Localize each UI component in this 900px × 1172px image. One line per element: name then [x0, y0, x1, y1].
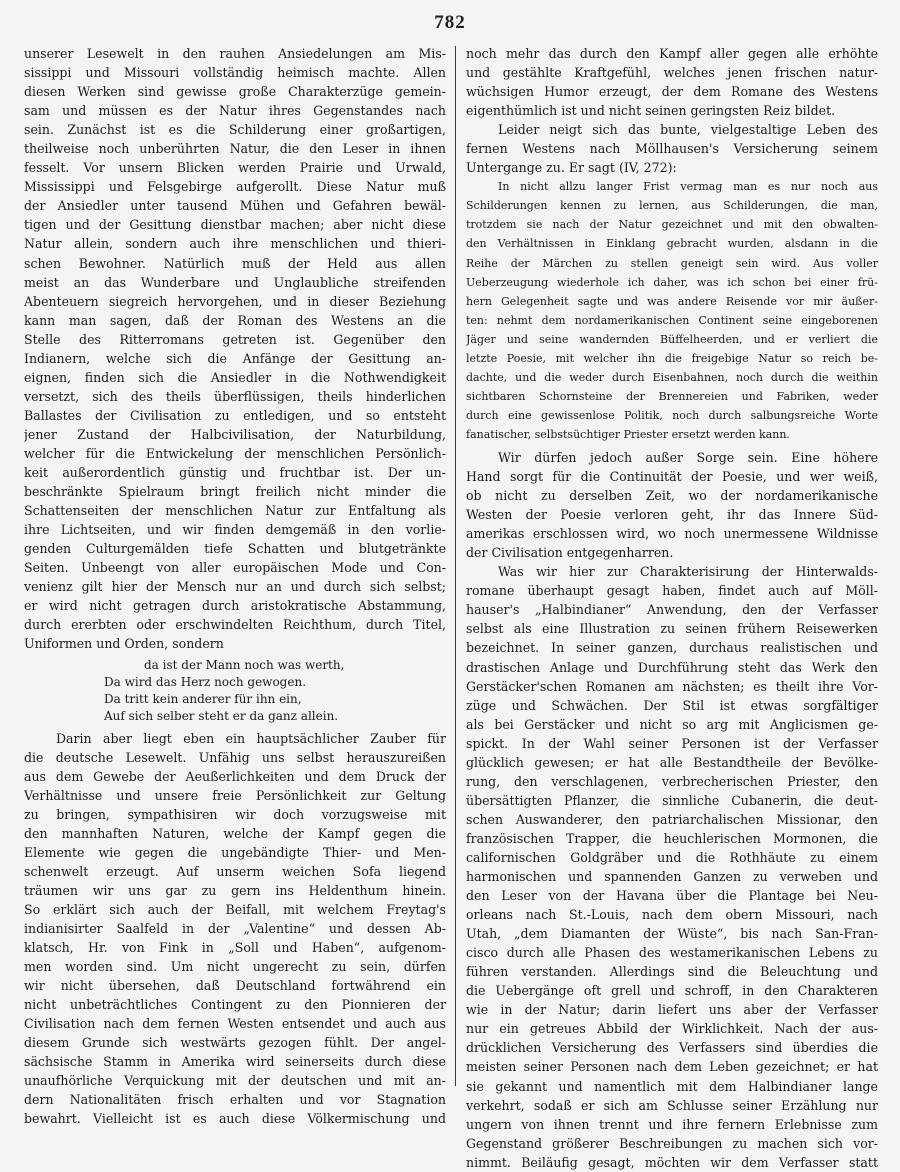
text-line: Abenteuern siegreich hervorgehen, und in dieser Beziehung — [24, 293, 446, 309]
text-line: durch ererbten oder erschwindelten Reichthum, durch Titel, — [24, 617, 446, 633]
text-line: hauser's „Halbindianer“ Anwendung, den der Verfasser — [466, 602, 878, 618]
text-line: übersättigten Pflanzer, die sinnliche Cubanerin, die deut- — [466, 792, 878, 808]
verse-line: Auf sich selber steht er da ganz allein. — [104, 708, 339, 723]
text-line: den Verhältnissen in Einklang gebracht wurden, alsdann in die — [466, 237, 878, 251]
text-line: Verhältnisse und unsere freie Persönlichkeit zur Geltung — [24, 787, 446, 803]
text-line: fanatischer, selbstsüchtiger Priester ersetzt werden kann. — [466, 427, 790, 441]
text-line: sissippi und Missouri vollständig heimisch machte. Allen — [24, 65, 446, 81]
text-line: eignen, finden sich die Ansiedler in die Nothwendigkeit — [24, 369, 446, 385]
text-line: ihre Lichtseiten, und wir finden demgemäß in den vorlie- — [24, 522, 446, 538]
text-line: er wird nicht getragen durch aristokratische Abstammung, — [24, 598, 446, 614]
page-number: 782 — [434, 12, 466, 33]
right-column — [466, 44, 878, 1172]
text-line: Darin aber liegt eben ein hauptsächlicher Zauber für — [56, 730, 446, 746]
text-line: noch mehr das durch den Kampf aller gegen alle erhöhte — [466, 46, 878, 61]
text-line: ob nicht zu derselben Zeit, wo der nordamerikanische — [466, 488, 878, 504]
verse-line: da ist der Mann noch was werth, — [144, 657, 345, 672]
text-line: unaufhörliche Verquickung mit der deutschen und mit an- — [24, 1073, 446, 1089]
right-paragraph-2 — [466, 120, 878, 177]
text-line: schenwelt erzeugt. Auf unserm weichen Sofa liegend — [24, 863, 446, 879]
text-line: führen verstanden. Allerdings sind die Beleuchtung und — [466, 964, 878, 980]
left-paragraph-1 — [24, 44, 446, 654]
text-line: träumen wir uns gar zu gern ins Heldenthum hinein. — [24, 882, 446, 898]
text-line: Westen der Poesie verloren geht, ihr das Innere Süd- — [466, 507, 878, 523]
text-line: versetzt, sich des theils überflüssigen, theils hinderlichen — [24, 388, 446, 404]
text-line: Schattenseiten der menschlichen Natur zur Entfaltung als — [24, 503, 446, 519]
text-line: drastischen Anlage und Durchführung steht das Werk den — [466, 659, 878, 675]
text-line: Gegenstand größerer Beschreibungen zu machen sich vor- — [466, 1135, 878, 1151]
text-line: dachte, und die weder durch Eisenbahnen, noch durch die weithin — [466, 370, 878, 384]
text-line: genden Culturgemälden tiefe Schatten und blutgetränkte — [24, 541, 446, 557]
text-line: meist an das Wunderbare und Unglaubliche streifenden — [24, 274, 446, 290]
text-line: wüchsigen Humor erzeugt, der dem Romane des Westens — [466, 84, 878, 100]
text-line: zu bringen, sympathisiren wir doch vorzugsweise mit — [24, 806, 446, 822]
text-line: fesselt. Vor unsern Blicken werden Prairie und Urwald, — [24, 160, 446, 176]
text-line: orleans nach St.-Louis, nach dem obern Missouri, nach — [466, 907, 878, 923]
text-line: romane überhaupt gesagt haben, findet auch auf Möll- — [466, 583, 878, 599]
text-line: sein. Zunächst ist es die Schilderung einer großartigen, — [24, 122, 446, 138]
text-line: Wir dürfen jedoch außer Sorge sein. Eine höhere — [498, 449, 878, 465]
text-line: und gestählte Kraftgefühl, welches jenen frischen natur- — [466, 65, 878, 81]
text-line: nimmt. Beiläufig gesagt, möchten wir dem Verfasser statt — [466, 1154, 878, 1170]
text-line: bezeichnet. In seiner ganzen, durchaus realistischen und — [466, 640, 878, 656]
text-line: wir nicht übersehen, daß Deutschland fortwährend ein — [24, 978, 446, 994]
text-line: den Leser von der Havana über die Plantage bei Neu- — [466, 888, 878, 904]
column-divider — [455, 46, 456, 1086]
text-line: den mannhaften Naturen, welche der Kampf gegen die — [24, 825, 446, 841]
text-line: theilweise noch unberührten Natur, die den Leser in ihnen — [24, 141, 446, 157]
text-line: Reihe der Märchen zu stellen geneigt sein wird. Aus voller — [466, 256, 878, 270]
left-column — [24, 44, 446, 1128]
text-line: die Uebergänge oft grell und schroff, in den Charakteren — [466, 983, 878, 999]
text-line: californischen Goldgräber und die Rothhäute zu einem — [466, 849, 878, 865]
text-line: kann man sagen, daß der Roman des Westens an die — [24, 312, 446, 328]
text-line: klatsch, Hr. von Fink in „Soll und Haben“, aufgenom- — [24, 940, 446, 956]
text-line: cisco durch alle Phasen des westamerikanischen Lebens zu — [466, 945, 878, 961]
text-line: keit außerordentlich günstig und fruchtbar ist. Der un- — [24, 465, 446, 481]
text-line: In nicht allzu langer Frist vermag man es nur noch aus — [498, 180, 878, 194]
text-line: verkehrt, sodaß er sich am Schlusse seiner Erzählung nur — [466, 1097, 878, 1113]
text-line: dern Nationalitäten frisch erhalten und vor Stagnation — [24, 1092, 446, 1108]
text-line: Schilderungen kennen zu lernen, aus Schilderungen, die man, — [466, 199, 878, 213]
text-line: amerikas erschlossen wird, wo noch unermessene Wildnisse — [466, 526, 878, 542]
text-line: unserer Lesewelt in den rauhen Ansiedelungen am Mis- — [24, 46, 446, 61]
text-line: nicht unbeträchtliches Contingent zu den Pionnieren der — [24, 997, 446, 1013]
block-quotation — [466, 177, 878, 444]
text-line: sam und müssen es der Natur ihres Gegenstandes nach — [24, 103, 446, 119]
text-line: glücklich gewesen; er hat alle Bestandtheile der Bevölke- — [466, 754, 878, 770]
text-line: rung, den verschlagenen, verbrecherischen Priester, den — [466, 773, 878, 789]
text-line: Elemente wie gegen die ungebändigte Thier- und Men- — [24, 844, 446, 860]
text-line: men worden sind. Um nicht ungerecht zu sein, dürfen — [24, 959, 446, 975]
verse-line: Da tritt kein anderer für ihn ein, — [104, 691, 302, 706]
text-line: diesem Grunde sich westwärts gezogen fühlt. Der angel- — [24, 1035, 446, 1051]
text-line: trotzdem sie nach der Natur gezeichnet und mit den obwalten- — [466, 218, 878, 232]
text-line: letzte Poesie, mit welcher ihn die freigebige Natur so reich be- — [466, 351, 878, 365]
verse-quotation — [24, 657, 446, 725]
text-line: welcher für die Entwickelung der menschlichen Persönlich- — [24, 445, 446, 461]
text-line: Mississippi und Felsgebirge aufgerollt. Diese Natur muß — [24, 179, 446, 195]
text-line: durch eine gewissenlose Politik, noch durch salbungsreiche Worte — [466, 408, 878, 422]
text-line: Stelle des Ritterromans getreten ist. Gegenüber den — [24, 331, 446, 347]
text-line: sichtbaren Schornsteine der Brennereien und Fabriken, weder — [466, 389, 878, 403]
text-line: Natur allein, sondern auch ihre menschlichen und thieri- — [24, 236, 446, 252]
text-line: ten: nehmt dem nordamerikanischen Continent seine eingeborenen — [466, 313, 878, 327]
text-line: fernen Westens nach Möllhausen's Versicherung seinem — [466, 141, 878, 157]
text-line: sächsische Stamm in Amerika wird seinerseits durch diese — [24, 1054, 446, 1070]
text-line: Jäger und seine wandernden Büffelheerden, und er verliert die — [466, 332, 878, 346]
text-line: der Ansiedler unter tausend Mühen und Gefahren bewäl- — [24, 198, 446, 214]
text-line: venienz gilt hier der Mensch nur an und durch sich selbst; — [24, 579, 446, 595]
text-line: wie in der Natur; darin liefert uns aber der Verfasser — [466, 1002, 878, 1018]
text-line: Civilisation nach dem fernen Westen entsendet und auch aus — [24, 1016, 446, 1032]
text-line: der Civilisation entgegenharren. — [466, 545, 674, 561]
text-line: diesen Werken sind gewisse große Charakterzüge gemein- — [24, 84, 446, 100]
text-line: So erklärt sich auch der Beifall, mit welchem Freytag's — [24, 901, 446, 917]
text-line: beschränkte Spielraum bringt freilich nicht minder die — [24, 484, 446, 500]
text-line: drücklichen Versicherung des Verfassers sind überdies die — [466, 1040, 878, 1056]
text-line: harmonischen und spannenden Ganzen zu verweben und — [466, 869, 878, 885]
text-line: spickt. In der Wahl seiner Personen ist der Verfasser — [466, 735, 878, 751]
text-line: eigenthümlich ist und nicht seinen geringsten Reiz bildet. — [466, 103, 836, 119]
verse-line: Da wird das Herz noch gewogen. — [104, 674, 307, 689]
text-line: Gerstäcker'schen Romanen am nächsten; es theilt ihre Vor- — [466, 678, 878, 694]
text-line: Indianern, welche sich die Anfänge der Gesittung an- — [24, 350, 446, 366]
text-line: ungern von ihnen trennt und ihre fernern Erlebnisse zum — [466, 1116, 878, 1132]
text-line: Was wir hier zur Charakterisirung der Hinterwalds- — [498, 564, 878, 580]
right-paragraph-4 — [466, 562, 878, 1172]
text-line: Ueberzeugung wiederhole ich daher, was ich schon bei einer frü- — [466, 275, 878, 289]
text-line: Uniformen und Orden, sondern — [24, 636, 224, 652]
text-line: schen Bewohner. Natürlich muß der Held aus allen — [24, 255, 446, 271]
right-paragraph-3 — [466, 448, 878, 562]
text-line: aus dem Gewebe der Aeußerlichkeiten und dem Druck der — [24, 768, 446, 784]
text-line: die deutsche Lesewelt. Unfähig uns selbst herauszureißen — [24, 749, 446, 765]
text-line: Hand sorgt für die Continuität der Poesie, und wer weiß, — [466, 469, 878, 485]
text-line: tigen und der Gesittung dienstbar machen; aber nicht diese — [24, 217, 446, 233]
text-line: französischen Trapper, die heuchlerischen Mormonen, die — [466, 830, 878, 846]
right-paragraph-1 — [466, 44, 878, 120]
text-line: züge und Schwächen. Der Stil ist etwas sorgfältiger — [466, 697, 878, 713]
text-line: als bei Gerstäcker und nicht so arg mit Anglicismen ge- — [466, 716, 878, 732]
text-line: Utah, „dem Diamanten der Wüste“, bis nach San-Fran- — [466, 926, 878, 942]
text-line: indianisirter Saalfeld in der „Valentine“ und dessen Ab- — [24, 920, 446, 936]
text-line: meisten seiner Personen nach dem Leben gezeichnet; er hat — [466, 1059, 878, 1075]
text-line: jener Zustand der Halbcivilisation, der Naturbildung, — [24, 426, 446, 442]
text-line: Seiten. Unbeengt von aller europäischen Mode und Con- — [24, 560, 446, 576]
text-line: schen Auswanderer, den patriarchalischen Missionar, den — [466, 811, 878, 827]
text-line: sie gekannt und namentlich mit dem Halbindianer lange — [466, 1078, 878, 1094]
text-line: hern Gelegenheit sagte und was andere Reisende vor mir äußer- — [466, 294, 878, 308]
text-line: Leider neigt sich das bunte, vielgestaltige Leben des — [498, 122, 878, 138]
text-line: Untergange zu. Er sagt (IV, 272): — [466, 160, 677, 176]
text-line: bewahrt. Vielleicht ist es auch diese Völkermischung und — [24, 1111, 446, 1127]
text-line: nur ein getreues Abbild der Wirklichkeit. Nach der aus- — [466, 1021, 878, 1037]
text-line: selbst als eine Illustration zu seinen frühern Reisewerken — [466, 621, 878, 637]
left-paragraph-2 — [24, 729, 446, 1129]
text-line: Ballastes der Civilisation zu entledigen, und so entsteht — [24, 407, 446, 423]
